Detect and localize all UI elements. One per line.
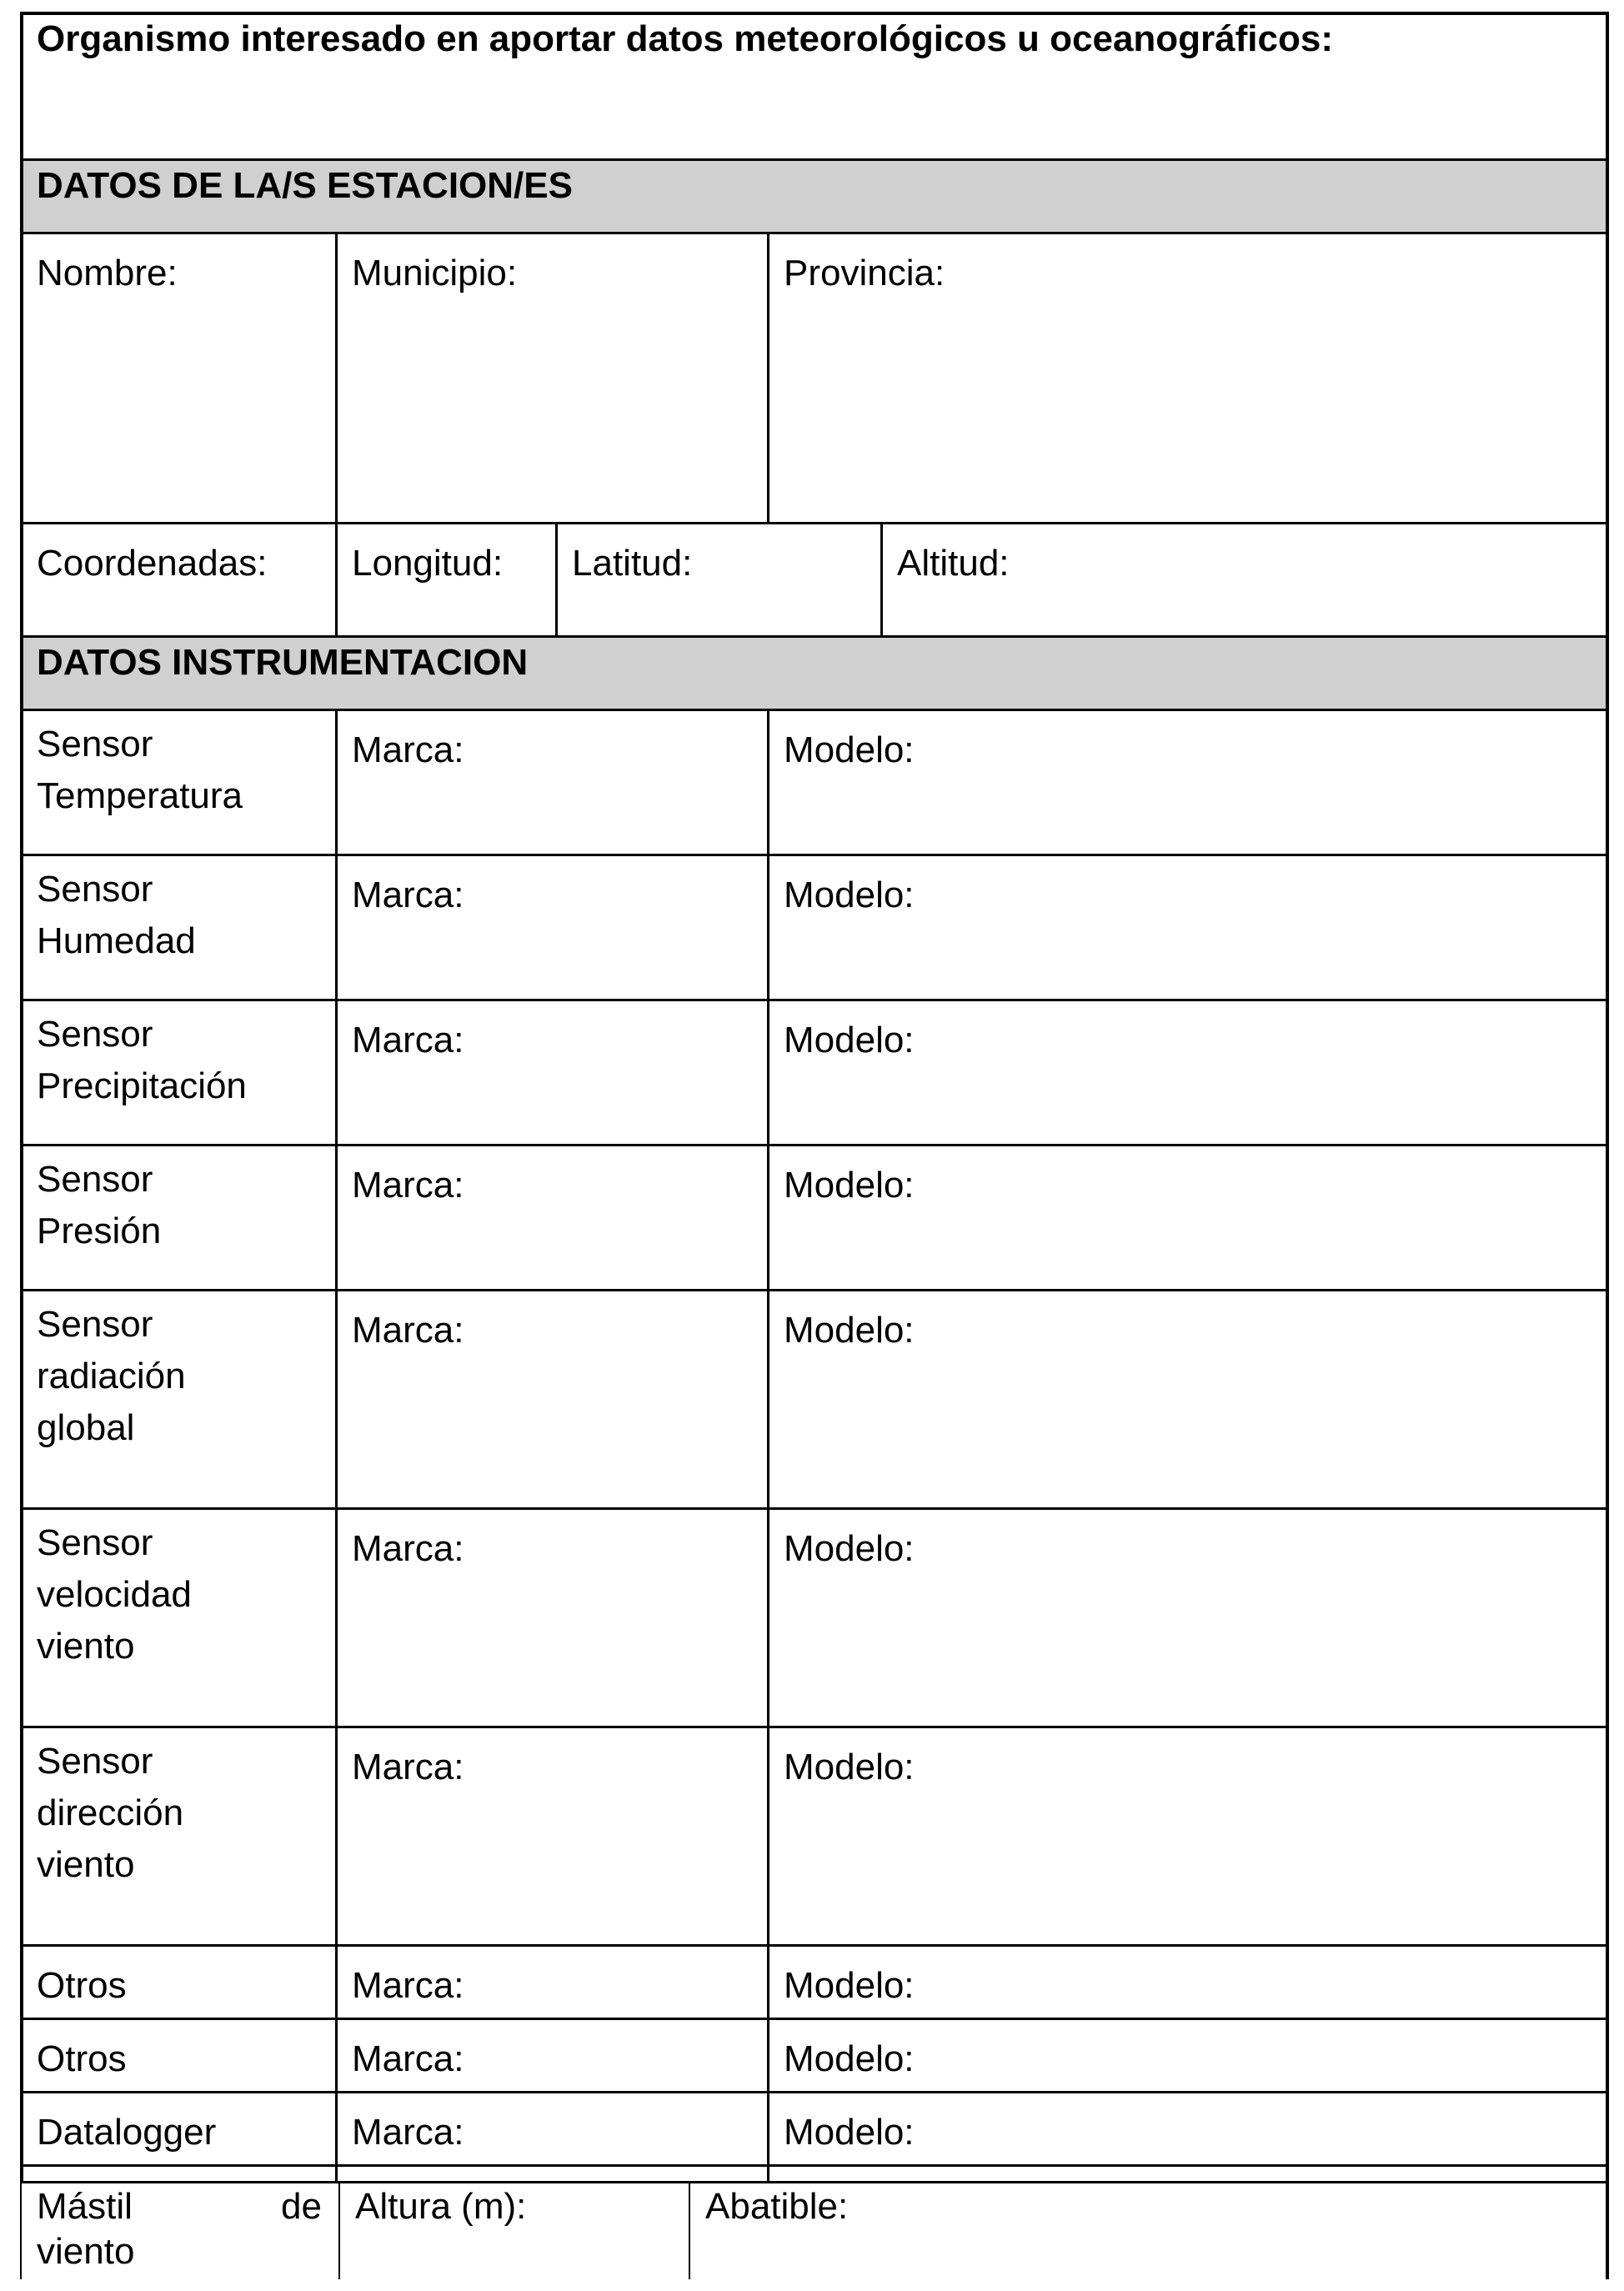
municipio-field[interactable] — [335, 232, 767, 522]
marca-label: Marca: — [352, 1020, 464, 1060]
instrument-name-cell — [20, 1944, 335, 2018]
modelo-field[interactable] — [767, 1507, 1609, 1726]
instrument-name-cell — [20, 709, 335, 854]
rule-v — [767, 232, 769, 522]
rule-h — [20, 1726, 1609, 1728]
instrument-name-cell — [20, 999, 335, 1144]
rule-h — [20, 635, 1609, 638]
instrument-name-line: Sensor — [37, 1522, 153, 1563]
rule-v — [767, 709, 769, 2181]
instrument-name-line: Precipitación — [37, 1065, 247, 1106]
instrument-name-cell — [20, 854, 335, 999]
altura-field[interactable] — [338, 2181, 689, 2279]
altitud-label: Altitud: — [897, 543, 1010, 584]
instrument-name-line: Temperatura — [37, 775, 243, 816]
instrument-name-cell — [20, 1726, 335, 1944]
modelo-label: Modelo: — [784, 1965, 915, 2006]
marca-label: Marca: — [352, 1965, 464, 2006]
instrument-name-line: Sensor — [37, 1014, 153, 1055]
marca-field[interactable] — [335, 1944, 767, 2018]
rule-h — [20, 2091, 1609, 2093]
organismo-label: Organismo interesado en aportar datos meteorológicos u oceanográficos: — [37, 18, 1333, 59]
rule-v — [880, 522, 883, 635]
rule-v — [338, 2181, 340, 2279]
modelo-label: Modelo: — [784, 2038, 915, 2079]
mastil-word1: Mástil — [37, 2186, 133, 2227]
modelo-label: Modelo: — [784, 2112, 915, 2153]
nombre-label: Nombre: — [37, 253, 178, 293]
modelo-field[interactable] — [767, 1144, 1609, 1289]
marca-label: Marca: — [352, 1310, 464, 1351]
instrument-name-line: Sensor — [37, 1304, 153, 1345]
rule-h — [20, 522, 1609, 524]
marca-label: Marca: — [352, 2112, 464, 2153]
longitud-field[interactable] — [335, 522, 555, 635]
municipio-label: Municipio: — [352, 253, 518, 293]
marca-label: Marca: — [352, 1165, 464, 1206]
provincia-label: Provincia: — [784, 253, 945, 293]
modelo-field[interactable] — [767, 1944, 1609, 2018]
altura-label: Altura (m): — [355, 2186, 527, 2227]
modelo-field[interactable] — [767, 2091, 1609, 2164]
marca-field[interactable] — [335, 709, 767, 854]
instrument-name-line: Sensor — [37, 1159, 153, 1200]
rule-h — [20, 1507, 1609, 1510]
mastil-word2: de — [281, 2186, 322, 2227]
mastil-label-line2: viento — [37, 2231, 135, 2272]
instrument-name-line: Otros — [37, 2038, 127, 2079]
organismo-field[interactable] — [20, 12, 1609, 158]
marca-label: Marca: — [352, 875, 464, 915]
instrument-name-line: dirección — [37, 1792, 184, 1833]
modelo-label: Modelo: — [784, 729, 915, 770]
marca-field[interactable] — [335, 854, 767, 999]
modelo-label: Modelo: — [784, 1310, 915, 1351]
rule-h — [20, 1144, 1609, 1146]
instrument-name-cell — [20, 1507, 335, 1726]
marca-field[interactable] — [335, 999, 767, 1144]
rule-h — [20, 1289, 1609, 1291]
instrument-name-line: global — [37, 1407, 135, 1448]
marca-field[interactable] — [335, 1507, 767, 1726]
rule-v — [20, 2181, 22, 2279]
instrument-name-line: Sensor — [37, 1741, 153, 1782]
instrument-name-line: Otros — [37, 1965, 127, 2006]
marca-field[interactable] — [335, 1289, 767, 1507]
modelo-field[interactable] — [767, 999, 1609, 1144]
nombre-field[interactable] — [20, 232, 335, 522]
altitud-field[interactable] — [880, 522, 1609, 635]
modelo-field[interactable] — [767, 1726, 1609, 1944]
instrument-name-line: Presión — [37, 1211, 162, 1251]
rule-h — [20, 709, 1609, 711]
rule-v — [555, 522, 558, 635]
rule-h — [20, 2181, 1609, 2183]
rule-h — [20, 158, 1609, 161]
longitud-label: Longitud: — [352, 543, 504, 584]
instrument-name-line: viento — [37, 1626, 135, 1667]
rule-h — [20, 2018, 1609, 2020]
modelo-field[interactable] — [767, 2018, 1609, 2091]
marca-field[interactable] — [335, 2091, 767, 2164]
instrument-name-line: radiación — [37, 1356, 186, 1396]
rule-h — [20, 999, 1609, 1001]
instrument-name-line: Humedad — [37, 920, 196, 961]
modelo-label: Modelo: — [784, 1747, 915, 1787]
abatible-field[interactable] — [689, 2181, 1609, 2279]
marca-field[interactable] — [335, 1726, 767, 1944]
instrument-name-cell — [20, 2018, 335, 2091]
mastil-label-cell — [20, 2181, 338, 2279]
marca-label: Marca: — [352, 1528, 464, 1569]
station-data-form — [20, 12, 1609, 2279]
rule-h — [20, 232, 1609, 234]
modelo-field[interactable] — [767, 854, 1609, 999]
marca-label: Marca: — [352, 729, 464, 770]
instrument-name-line: Datalogger — [37, 2112, 217, 2153]
coordenadas-label-cell — [20, 522, 335, 635]
marca-label: Marca: — [352, 1747, 464, 1787]
rule-h — [20, 854, 1609, 856]
modelo-label: Modelo: — [784, 1165, 915, 1206]
modelo-label: Modelo: — [784, 1528, 915, 1569]
border-top — [20, 12, 1609, 15]
instrument-name-cell — [20, 2091, 335, 2164]
latitud-field[interactable] — [555, 522, 880, 635]
modelo-label: Modelo: — [784, 875, 915, 915]
coordenadas-label: Coordenadas: — [37, 543, 268, 584]
rule-v — [689, 2181, 690, 2279]
rule-h — [20, 1944, 1609, 1947]
instrument-name-line: Sensor — [37, 869, 153, 910]
rule-v — [335, 232, 338, 635]
rule-h — [20, 2164, 1609, 2167]
rule-v — [335, 709, 338, 2181]
mastil-label-line1 — [37, 2184, 322, 2229]
modelo-field[interactable] — [767, 709, 1609, 854]
instrument-name-cell — [20, 1289, 335, 1507]
section-header-estaciones: DATOS DE LA/S ESTACION/ES — [20, 158, 1609, 232]
latitud-label: Latitud: — [572, 543, 693, 584]
instrument-name-line: viento — [37, 1844, 135, 1885]
marca-label: Marca: — [352, 2038, 464, 2079]
abatible-label: Abatible: — [705, 2186, 849, 2227]
marca-field[interactable] — [335, 1144, 767, 1289]
provincia-field[interactable] — [767, 232, 1609, 522]
modelo-label: Modelo: — [784, 1020, 915, 1060]
instrument-name-line: Sensor — [37, 724, 153, 765]
instrument-name-line: velocidad — [37, 1574, 192, 1615]
instrument-name-cell — [20, 1144, 335, 1289]
border-left — [20, 12, 23, 2181]
marca-field[interactable] — [335, 2018, 767, 2091]
modelo-field[interactable] — [767, 1289, 1609, 1507]
section-header-instrumentacion: DATOS INSTRUMENTACION — [20, 635, 1609, 709]
